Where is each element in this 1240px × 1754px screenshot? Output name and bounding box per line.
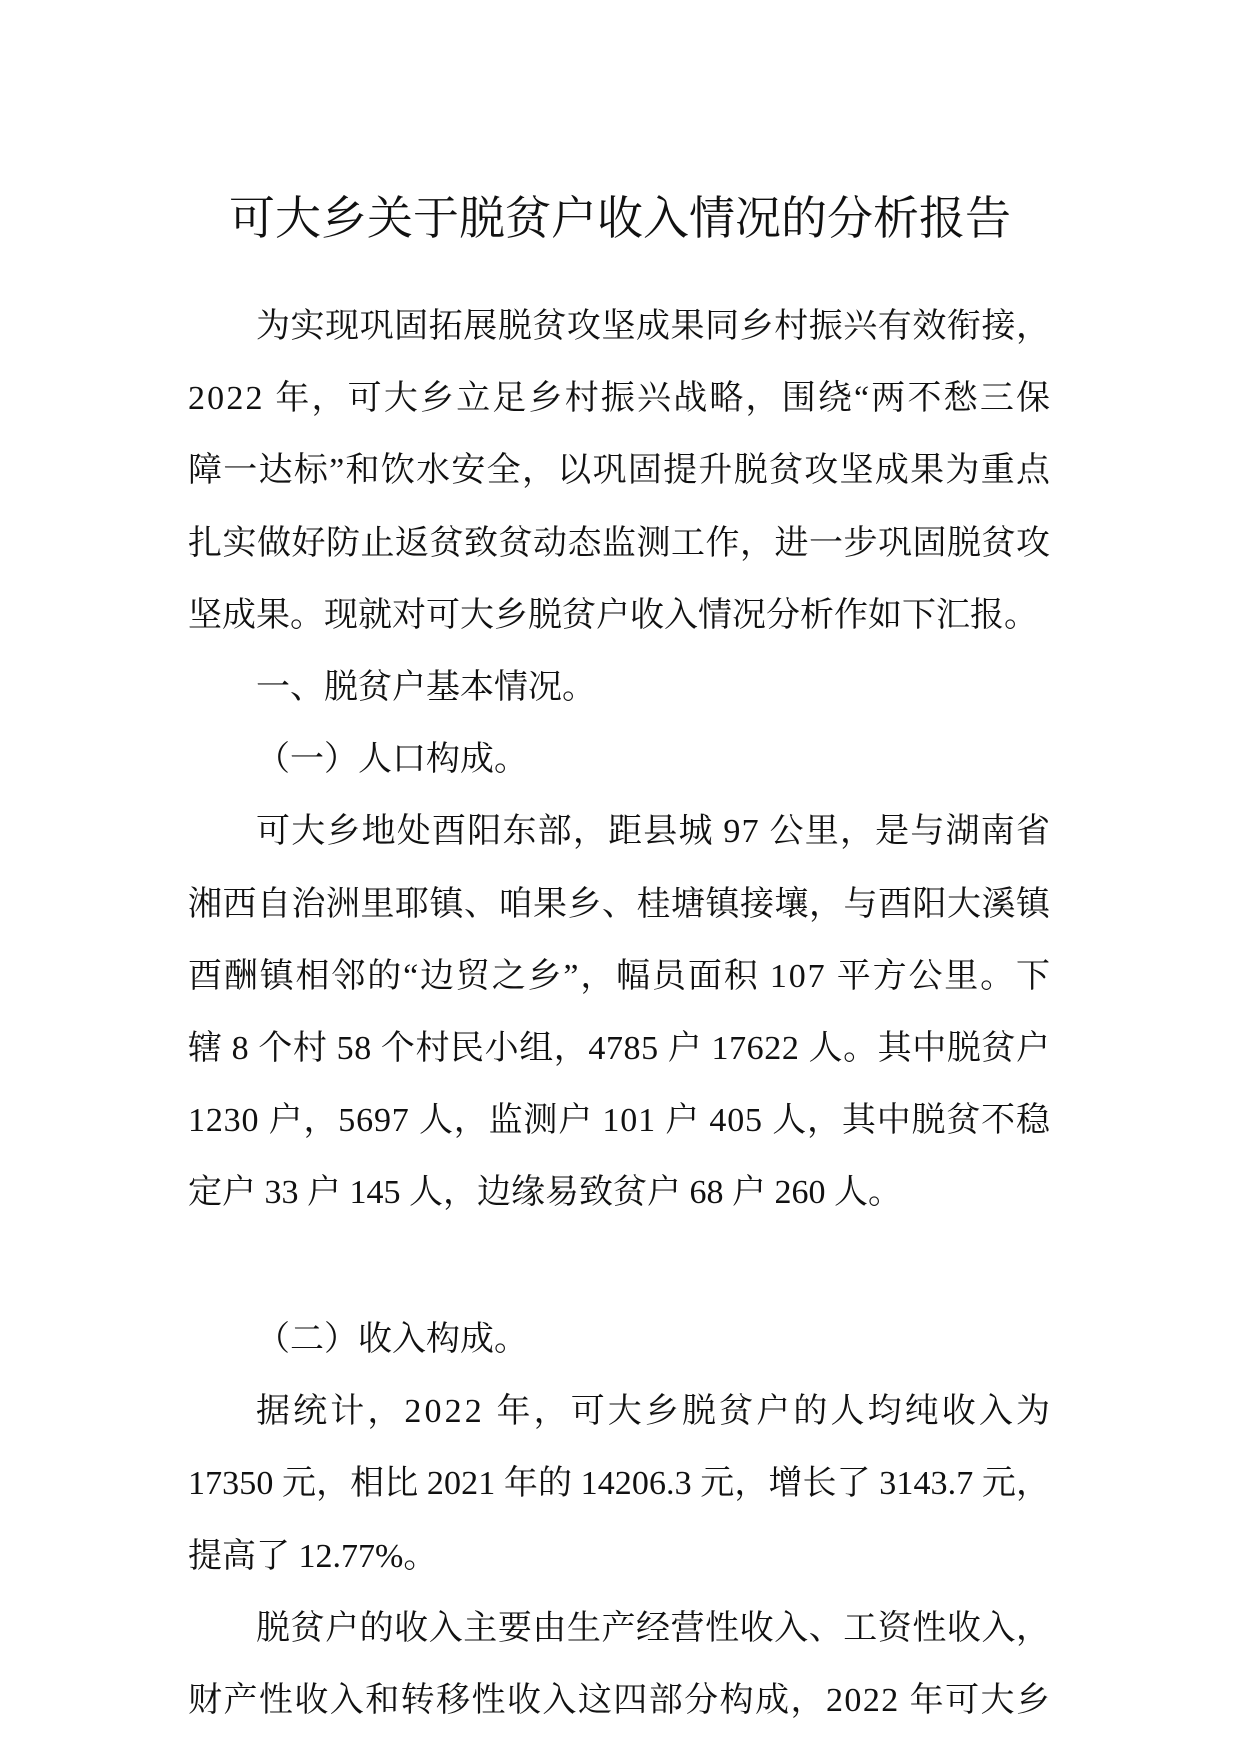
subsection-heading-population bbox=[188, 724, 1050, 796]
subsection-heading-text: （二）收入构成。 bbox=[256, 1321, 528, 1359]
income-paragraph-2 bbox=[188, 1593, 1050, 1737]
paragraph-line: 障一达标”和饮水安全，以巩固提升脱贫攻坚成果为重点 bbox=[188, 452, 1052, 490]
page-title: 可大乡关于脱贫户收入情况的分析报告 bbox=[229, 191, 1011, 245]
paragraph-line: 17350 元，相比 2021 年的 14206.3 元，增长了 3143.7 元， bbox=[188, 1465, 1051, 1503]
population-paragraph bbox=[188, 796, 1050, 1229]
paragraph-line: 酉酬镇相邻的“边贸之乡”，幅员面积 107 平方公里。下 bbox=[188, 957, 1052, 995]
subsection-heading-text: （一）人口构成。 bbox=[256, 741, 528, 779]
paragraph-line: 辖 8 个村 58 个村民小组，4785 户 17622 人。其中脱贫户 bbox=[188, 1029, 1051, 1067]
section-heading-text: 一、脱贫户基本情况。 bbox=[256, 668, 596, 706]
paragraph-line: 财产性收入和转移性收入这四部分构成，2022 年可大乡 bbox=[188, 1681, 1052, 1719]
paragraph-line: 2022 年，可大乡立足乡村振兴战略，围绕“两不愁三保 bbox=[188, 380, 1053, 418]
paragraph-line: 脱贫户的收入主要由生产经营性收入、工资性收入， bbox=[256, 1609, 1051, 1647]
paragraph-line: 扎实做好防止返贫致贫动态监测工作，进一步巩固脱贫攻 bbox=[188, 524, 1051, 562]
document-body bbox=[188, 291, 1054, 1737]
paragraph-line: 可大乡地处酉阳东部，距县城 97 公里，是与湖南省 bbox=[256, 813, 1052, 851]
intro-paragraph bbox=[188, 291, 1053, 652]
section-heading bbox=[188, 652, 1050, 724]
paragraph-line: 湘西自治洲里耶镇、咱果乡、桂塘镇接壤，与酉阳大溪镇 bbox=[188, 885, 1051, 923]
subsection-heading-income bbox=[188, 1304, 1050, 1376]
paragraph-line: 1230 户，5697 人，监测户 101 户 405 人，其中脱贫不稳 bbox=[188, 1102, 1051, 1140]
paragraph-line: 坚成果。现就对可大乡脱贫户收入情况分析作如下汇报。 bbox=[188, 596, 1038, 634]
paragraph-line: 定户 33 户 145 人，边缘易致贫户 68 户 260 人。 bbox=[188, 1174, 902, 1212]
paragraph-line: 提高了 12.77%。 bbox=[188, 1537, 438, 1575]
income-paragraph-1 bbox=[188, 1376, 1054, 1593]
paragraph-line: 为实现巩固拓展脱贫攻坚成果同乡村振兴有效衔接， bbox=[256, 308, 1051, 345]
paragraph-line: 据统计，2022 年，可大乡脱贫户的人均纯收入为 bbox=[256, 1393, 1054, 1431]
